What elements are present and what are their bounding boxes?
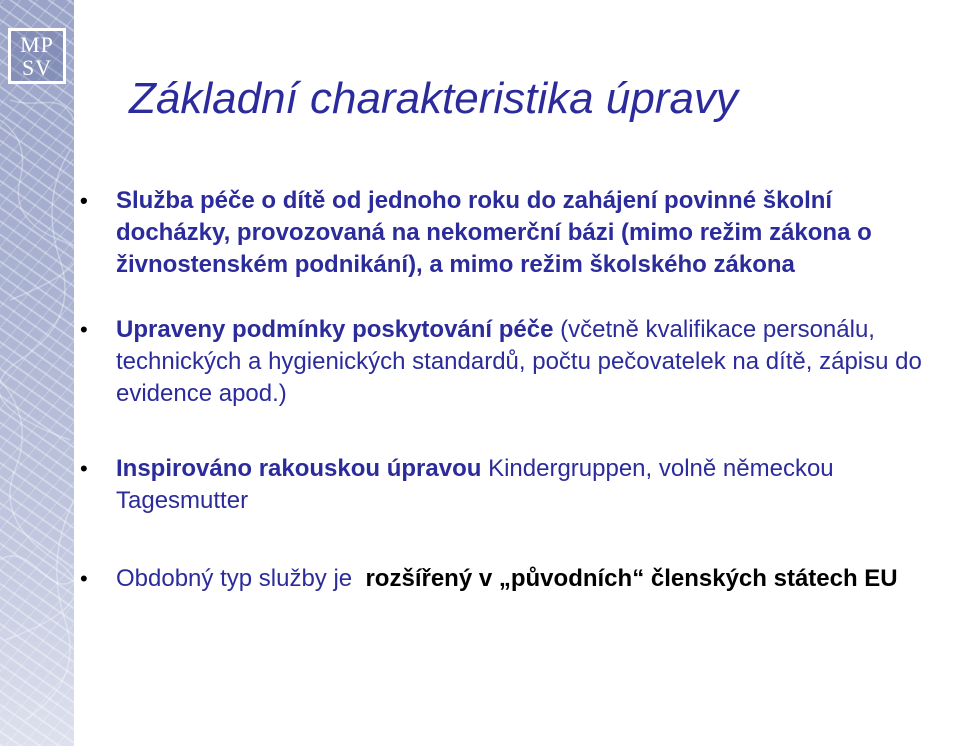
- logo-line-2: SV: [21, 55, 53, 80]
- bullet-dot-icon: •: [80, 317, 88, 342]
- logo-line-1: MP: [20, 32, 54, 57]
- sidebar-pattern: [0, 0, 74, 746]
- mpsv-logo: [8, 28, 66, 84]
- bullet-text: Kindergruppen, volně německou Tagesmutter: [116, 455, 834, 514]
- bullet-text: (včetně kvalifikace personálu, technických a hygienických standardů, počtu pečovatelek na dítě, zápisu do evidence apod.): [116, 316, 922, 407]
- bullet-text: Obdobný typ služby je: [116, 565, 366, 592]
- bullet-dot-icon: •: [80, 566, 88, 591]
- slide-title: Základní charakteristika úpravy: [129, 74, 738, 123]
- bullet-dot-icon: •: [80, 188, 88, 213]
- bullet-bold-text: rozšířený v „původních“ členských státech EU: [365, 565, 898, 592]
- bullet-list: [80, 185, 950, 595]
- bullet-bold-text: Inspirováno rakouskou úpravou: [116, 455, 482, 482]
- bullet-dot-icon: •: [80, 456, 88, 481]
- bullet-item: [80, 314, 950, 410]
- bullet-text: Služba péče o dítě od jednoho roku do zahájení povinné školní docházky, provozovaná na nekomerční bázi (mimo režim zákona o živnostenském podnikání), a mimo režim školského zákona: [116, 187, 872, 278]
- decorative-sidebar: [0, 0, 74, 746]
- bullet-bold-text: Upraveny podmínky poskytování péče: [116, 316, 554, 343]
- bullet-item: [80, 453, 950, 517]
- bullet-item: [80, 185, 950, 281]
- bullet-item: [80, 563, 950, 595]
